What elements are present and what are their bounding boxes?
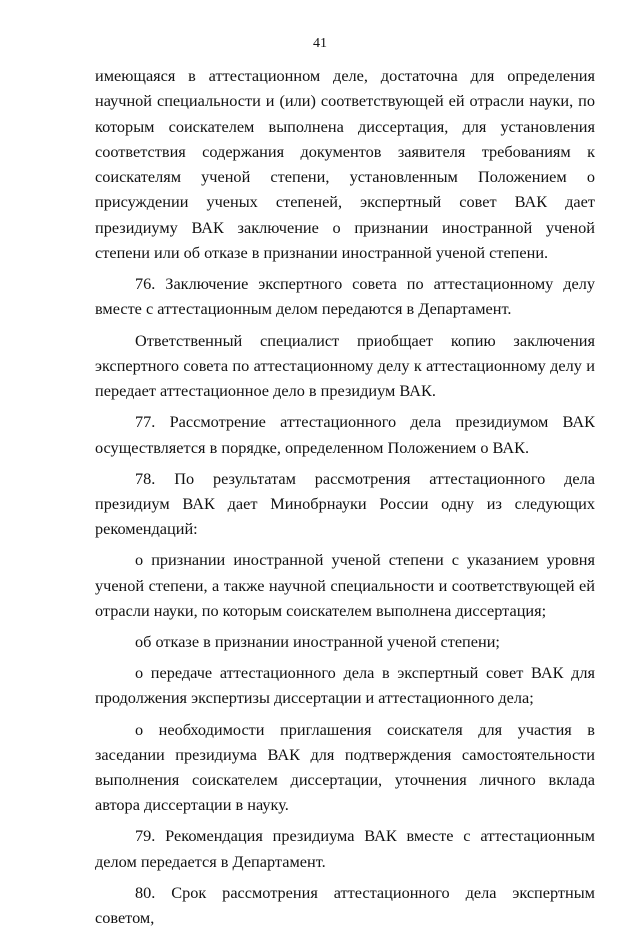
paragraph: о признании иностранной ученой степени с указанием уровня ученой степени, а также научной специальности и соответствующей ей отрасли науки, по которым соискателем выполнена диссертация; [95,550,595,620]
paragraph: имеющаяся в аттестационном деле, достаточна для определения научной специальности и (или) соответствующей ей отрасли науки, по которым соискателем выполнена диссертация, для установления соответствия содержания документов заявителя требованиям к соискателям ученой степени, установленным Положением о присуждении ученых степеней, экспертный совет ВАК дает президиуму ВАК заключение о признании иностранной ученой степени или об отказе в признании иностранной ученой степени. [95,66,595,263]
paragraph: 78. По результатам рассмотрения аттестационного дела президиум ВАК дает Минобрнауки России одну из следующих рекомендаций: [95,468,595,539]
paragraph: 80. Срок рассмотрения аттестационного дела экспертным советом, [95,882,595,928]
paragraph: 79. Рекомендация президиума ВАК вместе с аттестационным делом передается в Департамент. [95,826,595,871]
paragraph: о передаче аттестационного дела в экспертный совет ВАК для продолжения экспертизы диссертации и аттестационного дела; [95,663,595,708]
paragraph: 77. Рассмотрение аттестационного дела президиумом ВАК осуществляется в порядке, определенном Положением о ВАК. [95,412,595,457]
paragraph: Ответственный специалист приобщает копию заключения экспертного совета по аттестационному делу к аттестационному делу и передает аттестационное дело в президиум ВАК. [95,330,595,401]
paragraph: о необходимости приглашения соискателя для участия в заседании президиума ВАК для подтверждения самостоятельности выполнения соискателем диссертации, уточнения личного вклада автора диссертации в науку. [95,719,595,815]
paragraph: 76. Заключение экспертного совета по аттестационному делу вместе с аттестационным делом передаются в Департамент. [95,274,595,319]
body-text [95,63,595,936]
page-number: 41 [313,36,327,51]
paragraph: об отказе в признании иностранной ученой степени; [135,632,500,652]
